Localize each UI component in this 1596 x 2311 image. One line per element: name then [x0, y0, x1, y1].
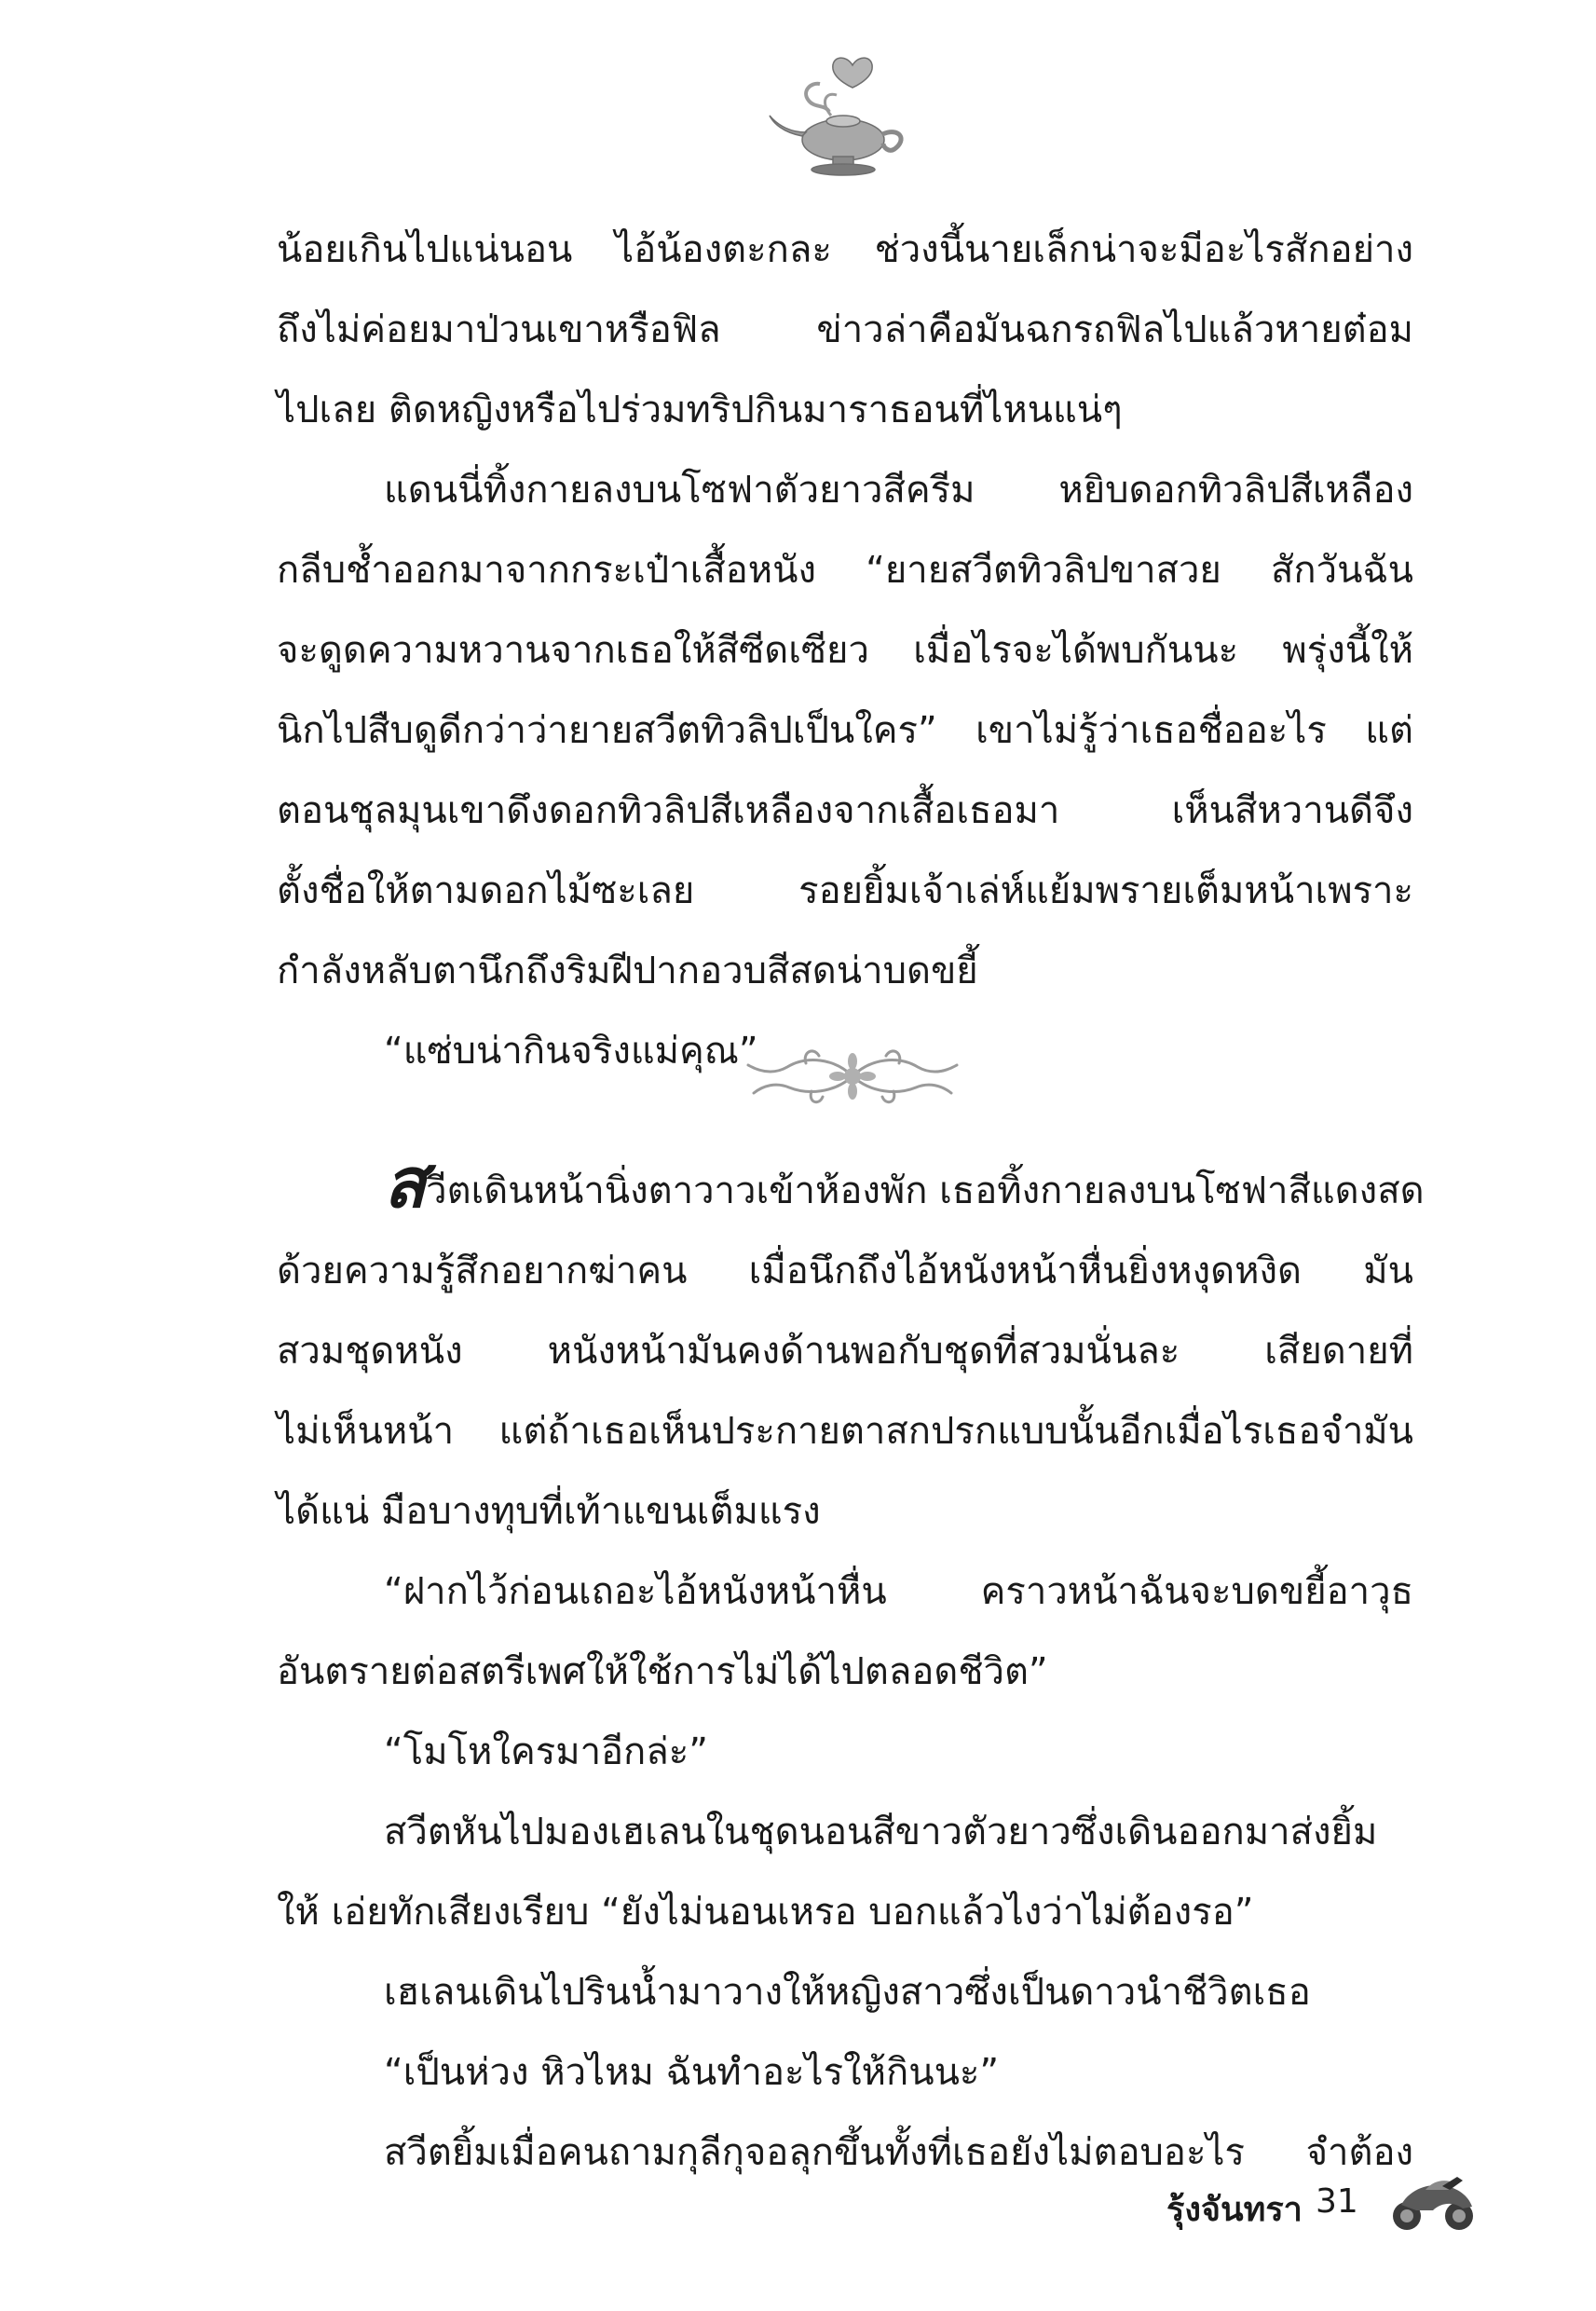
- text-line: จะดูดความหวานจากเธอให้สีซีดเซียว เมื่อไรจะได้พบกันนะ พรุ่งนี้ให้: [277, 629, 1413, 672]
- text-line-dropcap: [277, 1143, 1425, 1231]
- book-title: รุ้งจันทรา: [1166, 2191, 1303, 2229]
- text-line: ตอนชุลมุนเขาดึงดอกทิวลิปสีเหลืองจากเสื้อเธอมา เห็นสีหวานดีจึง: [277, 789, 1413, 832]
- text-line: เฮเลนเดินไปรินน้ำมาวางให้หญิงสาวซึ่งเป็นดาวนำชีวิตเธอ: [384, 1971, 1311, 2014]
- text-line: สวีตหันไปมองเฮเลนในชุดนอนสีขาวตัวยาวซึ่งเดินออกมาส่งยิ้ม: [384, 1811, 1378, 1853]
- floral-divider-ornament-icon: [741, 1039, 964, 1114]
- text-line: น้อยเกินไปแน่นอน ไอ้น้องตะกละ ช่วงนี้นายเล็กน่าจะมีอะไรสักอย่าง: [277, 228, 1413, 271]
- text-line: สวมชุดหนัง หนังหน้ามันคงด้านพอกับชุดที่สวมนั่นละ เสียดายที่: [277, 1330, 1413, 1373]
- text-line: ด้วยความรู้สึกอยากฆ่าคน เมื่อนึกถึงไอ้หนังหน้าหื่นยิ่งหงุดหงิด มัน: [277, 1250, 1413, 1292]
- drop-cap: ส: [384, 1143, 427, 1224]
- dialogue-line: อันตรายต่อสตรีเพศให้ใช้การไม่ได้ไปตลอดชีวิต”: [277, 1650, 1048, 1693]
- text-line: นิกไปสืบดูดีกว่าว่ายายสวีตทิวลิปเป็นใคร” เขาไม่รู้ว่าเธอชื่ออะไร แต่: [277, 709, 1413, 752]
- dialogue-line: “โมโหใครมาอีกล่ะ”: [384, 1730, 708, 1773]
- page-number: 31: [1316, 2182, 1358, 2221]
- genie-lamp-ornament-icon: [764, 47, 922, 186]
- paragraph-block-2: [277, 1143, 1425, 2193]
- dialogue-line: “ฝากไว้ก่อนเถอะไอ้หนังหน้าหื่น คราวหน้าฉันจะบดขยี้อาวุธ: [384, 1570, 1413, 1613]
- text-line: ให้ เอ่ยทักเสียงเรียบ “ยังไม่นอนเหรอ บอกแล้วไงว่าไม่ต้องรอ”: [277, 1891, 1254, 1934]
- text-line: ตั้งชื่อให้ตามดอกไม้ซะเลย รอยยิ้มเจ้าเล่ห์แย้มพรายเต็มหน้าเพราะ: [277, 869, 1413, 912]
- dialogue-line: “แซ่บน่ากินจริงแม่คุณ”: [384, 1030, 758, 1073]
- text-line: สวีตยิ้มเมื่อคนถามกุลีกุจอลุกขึ้นทั้งที่เธอยังไม่ตอบอะไร จำต้อง: [384, 2131, 1413, 2174]
- text-line: แดนนี่ทิ้งกายลงบนโซฟาตัวยาวสีครีม หยิบดอกทิวลิปสีเหลือง: [384, 469, 1413, 512]
- paragraph-block-1: [277, 210, 1413, 1091]
- text-line: ไม่เห็นหน้า แต่ถ้าเธอเห็นประกายตาสกปรกแบบนั้นอีกเมื่อไรเธอจำมัน: [277, 1410, 1413, 1453]
- text-line: ได้แน่ มือบางทุบที่เท้าแขนเต็มแรง: [277, 1490, 821, 1533]
- text-line: กลีบช้ำออกมาจากกระเป๋าเสื้อหนัง “ยายสวีตทิวลิปขาสวย สักวันฉัน: [277, 549, 1413, 592]
- text-line: กำลังหลับตานึกถึงริมฝีปากอวบสีสดน่าบดขยี้: [277, 950, 978, 992]
- motorcycle-icon: [1388, 2169, 1478, 2235]
- page-footer: [1099, 2169, 1547, 2244]
- text-line: ถึงไม่ค่อยมาป่วนเขาหรือฟิล ข่าวล่าคือมันฉกรถฟิลไปแล้วหายต๋อม: [277, 308, 1413, 351]
- dialogue-line: “เป็นห่วง หิวไหม ฉันทำอะไรให้กินนะ”: [384, 2051, 1000, 2094]
- text-line: ไปเลย ติดหญิงหรือไปร่วมทริปกินมาราธอนที่ไหนแน่ๆ: [277, 389, 1123, 431]
- text-line-rest: วีตเดินหน้านิ่งตาวาวเข้าห้องพัก เธอทิ้งกายลงบนโซฟาสีแดงสด: [426, 1169, 1425, 1212]
